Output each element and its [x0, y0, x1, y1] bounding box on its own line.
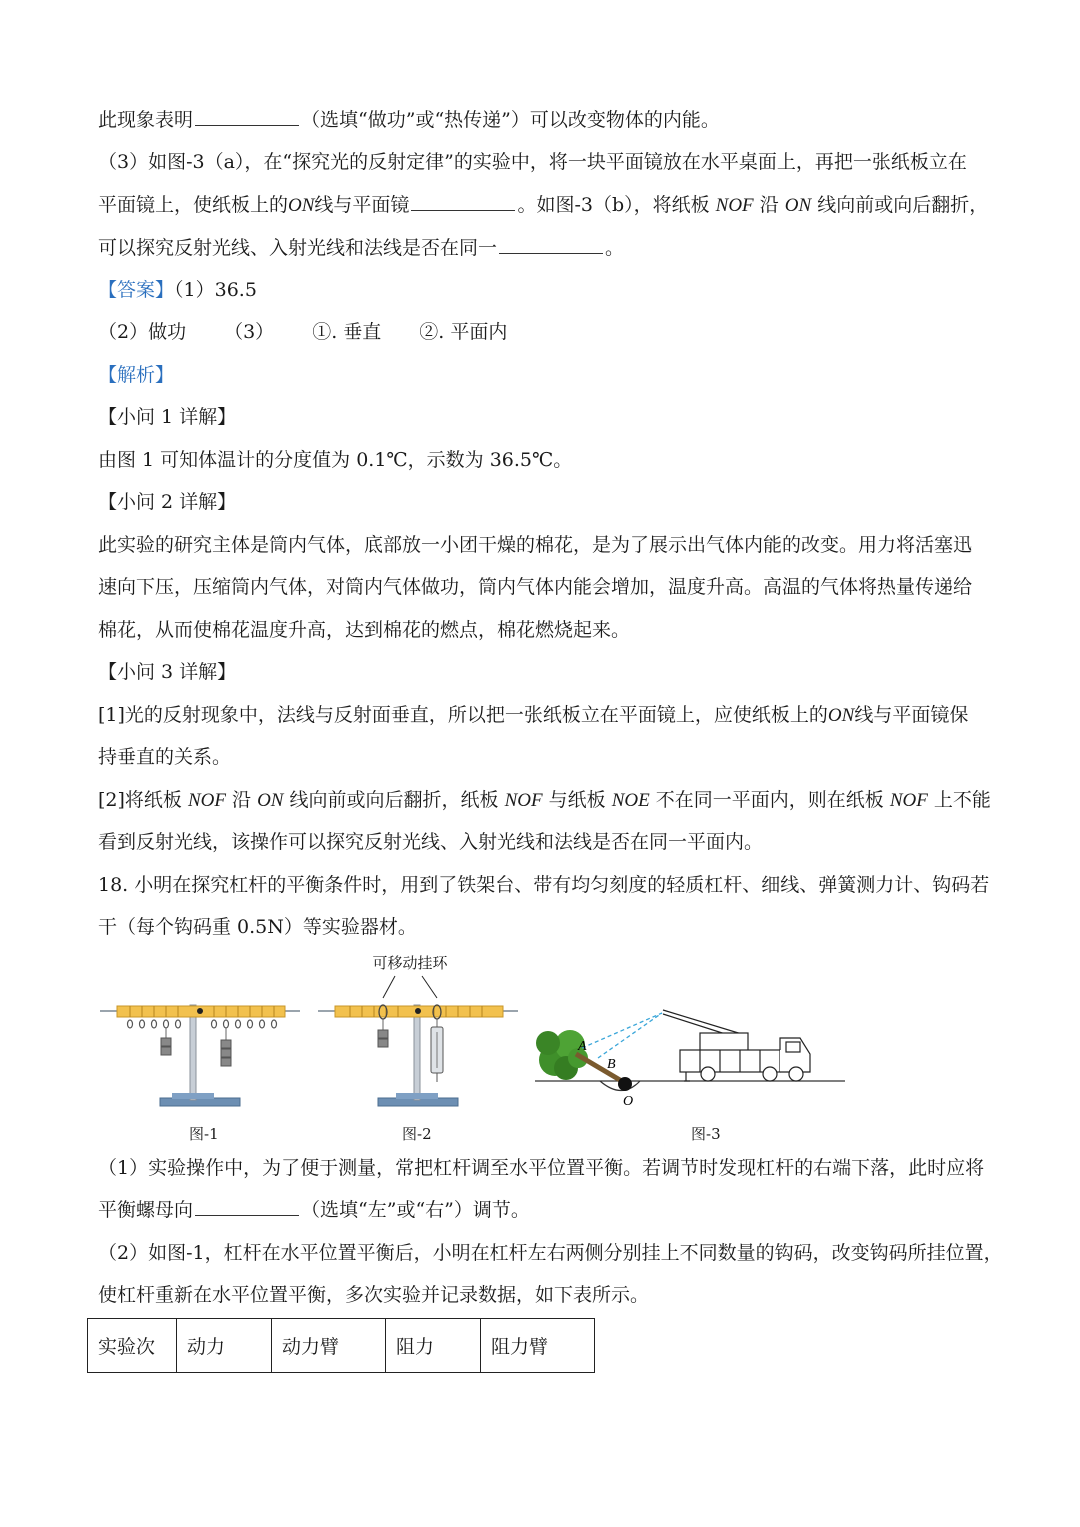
movable-ring-label: 可移动挂环	[372, 954, 448, 972]
text-line	[98, 234, 624, 262]
text: 线向前或向后翻折，纸板	[289, 789, 499, 811]
italic-term: NOF	[187, 790, 226, 811]
text-line: 看到反射光线，该操作可以探究反射光线、入射光线和法线是否在同一平面内。	[98, 831, 764, 853]
text-line: 棉花，从而使棉花温度升高，达到棉花的燃点，棉花燃烧起来。	[98, 619, 631, 641]
italic-term: ON	[288, 195, 315, 216]
text-line: 此实验的研究主体是筒内气体，底部放一小团干燥的棉花，是为了展示出气体内能的改变。用力将活塞迅	[98, 534, 973, 556]
figure-3-caption: 图-3	[691, 1125, 721, 1143]
table-header-row	[88, 1319, 595, 1373]
problem-18-text: （2）如图-1，杠杆在水平位置平衡后，小明在杠杆左右两侧分别挂上不同数量的钩码，改变钩码所挂位置，	[98, 1242, 1003, 1264]
answer-tag: 【答案】	[98, 279, 175, 301]
text-line	[98, 148, 967, 176]
table-header-cell: 动力臂	[272, 1319, 386, 1373]
answer-blank	[411, 192, 515, 211]
answer-blank	[195, 107, 299, 126]
answer-blank	[195, 1197, 299, 1216]
figure-3-crane	[535, 1010, 845, 1109]
section-heading: 【小问 1 详解】	[98, 406, 237, 428]
table-header-cell: 实验次	[88, 1319, 177, 1373]
section-heading: 【小问 2 详解】	[98, 491, 237, 513]
text-line: 速向下压，压缩筒内气体，对筒内气体做功，筒内气体内能会增加，温度升高。高温的气体将热量传递给	[98, 576, 973, 598]
italic-term: ON	[784, 195, 812, 216]
text: 不在同一平面内，则在纸板	[655, 789, 884, 811]
text-line	[98, 786, 991, 815]
lever-figures	[0, 950, 1080, 1150]
text: 线与平面镜保	[854, 704, 969, 726]
text: （2）做功	[98, 321, 187, 343]
text-line	[98, 701, 968, 730]
label-o: O	[623, 1094, 634, 1109]
table-header-cell: 阻力	[386, 1319, 481, 1373]
figure-1-caption: 图-1	[189, 1125, 219, 1143]
problem-18-text	[98, 1196, 530, 1224]
experiment-table	[87, 1318, 595, 1373]
italic-term: ON	[827, 705, 855, 726]
text-line: 由图 1 可知体温计的分度值为 0.1℃，示数为 36.5℃。	[98, 449, 573, 471]
text: 。如图-3（b），将纸板	[517, 194, 710, 216]
table-header-cell: 动力	[177, 1319, 272, 1373]
italic-term: NOE	[611, 790, 650, 811]
text-line	[98, 106, 720, 134]
italic-term: NOF	[715, 195, 754, 216]
text: 线向前或向后翻折，	[817, 194, 989, 216]
figure-1-lever	[100, 1005, 300, 1106]
text: 线与平面镜	[314, 194, 410, 216]
label-a: A	[578, 1039, 587, 1054]
analysis-tag: 【解析】	[98, 364, 175, 386]
text-line	[98, 191, 988, 220]
text: （1）36.5	[174, 279, 257, 301]
text: ②. 平面内	[419, 321, 508, 343]
italic-term: ON	[257, 790, 284, 811]
text: ①. 垂直	[312, 321, 382, 343]
text: 上不能	[933, 789, 991, 811]
text: （选填“做功”或“热传递”）可以改变物体的内能。	[301, 109, 720, 131]
table-header-cell: 阻力臂	[481, 1319, 595, 1373]
figure-2-caption: 图-2	[402, 1125, 432, 1143]
text: （3）	[224, 321, 275, 343]
problem-18-text: （1）实验操作中，为了便于测量，常把杠杆调至水平位置平衡。若调节时发现杠杆的右端下落，此时应将	[98, 1157, 985, 1179]
text: 。	[605, 237, 625, 259]
text: 平面镜上，使纸板上的	[98, 194, 289, 216]
problem-18-text: 干（每个钩码重 0.5N）等实验器材。	[98, 916, 417, 938]
figure-2-lever	[318, 1005, 518, 1106]
text: [1]光的反射现象中，法线与反射面垂直，所以把一张纸板立在平面镜上，应使纸板上的	[98, 704, 828, 726]
text: [2]将纸板	[98, 789, 182, 811]
text: 此现象表明	[98, 109, 194, 131]
italic-term: NOF	[504, 790, 543, 811]
text: 平衡螺母向	[98, 1199, 194, 1221]
answer-blank	[499, 235, 603, 254]
crane-truck-icon	[663, 1010, 810, 1081]
text: （选填“左”或“右”）调节。	[301, 1199, 530, 1221]
section-heading: 【小问 3 详解】	[98, 661, 237, 683]
answer-line	[98, 276, 257, 304]
answer-line	[98, 318, 507, 346]
text: （3）如图-3（a），在“探究光的反射定律”的实验中，将一块平面镜放在水平桌面上，再把一张纸板立在	[98, 151, 967, 173]
label-b: B	[607, 1057, 616, 1072]
text: 可以探究反射光线、入射光线和法线是否在同一	[98, 237, 498, 259]
text: 沿	[759, 194, 779, 216]
text: 沿	[232, 789, 252, 811]
text-line: 持垂直的关系。	[98, 746, 232, 768]
problem-18-text: 使杠杆重新在水平位置平衡，多次实验并记录数据，如下表所示。	[98, 1284, 650, 1306]
problem-18-text: 18. 小明在探究杠杆的平衡条件时，用到了铁架台、带有均匀刻度的轻质杠杆、细线、弹簧测力计、钩码若	[98, 874, 990, 896]
text: 与纸板	[548, 789, 606, 811]
italic-term: NOF	[889, 790, 928, 811]
